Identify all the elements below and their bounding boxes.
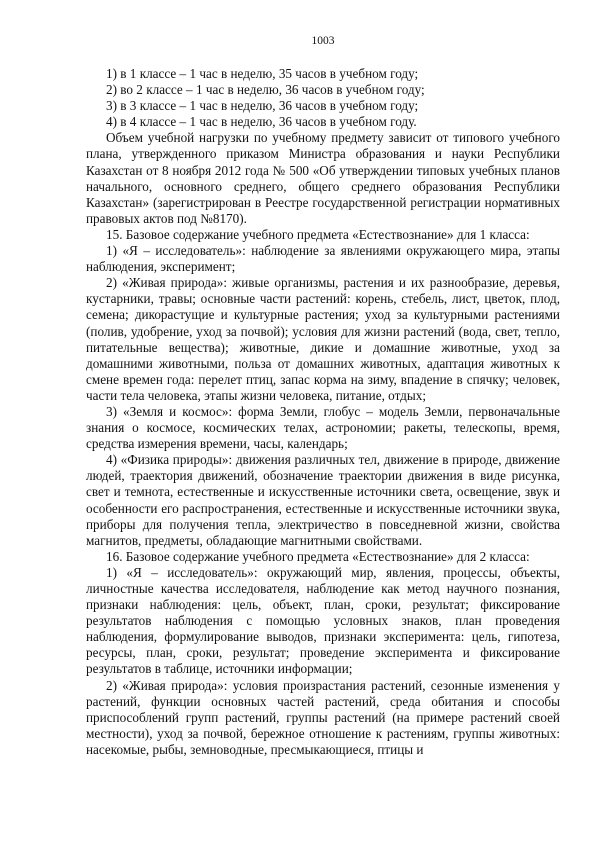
section-16-item-2: 2) «Живая природа»: условия произрастания растений, сезонные изменения у растений, функции основных частей растений, среда обитания и способы приспособлений групп растений, группы растений (на примере растений своей местности), уход за почвой, бережное отношение к растениям, группы животных: насекомые, рыбы, земноводные, пресмыкающиеся, птицы и bbox=[86, 677, 560, 757]
hours-grade-4: 4) в 4 классе – 1 час в неделю, 36 часов в учебном году. bbox=[106, 114, 417, 130]
section-15-item-4: 4) «Физика природы»: движения различных тел, движение в природе, движение людей, траектория движений, обозначение траектории движения в виде рисунка, свет и темнота, естественные и искусственные источники света, освещение, звук и особенности его распространения, естественные и искусственные источники звука, приборы для получения тепла, электричество в повседневной жизни, свойства магнитов, предметы, обладающие магнитными свойствами. bbox=[86, 452, 560, 548]
section-16-item-1: 1) «Я – исследователь»: окружающий мир, явления, процессы, объекты, личностные качества исследователя, наблюдение как метод научного познания, признаки наблюдения: цель, объект, план, сроки, результат; фиксирование результатов наблюдения с помощью условных знаков, план проведения наблюдения, формулирование выводов, признаки эксперимента: цель, гипотеза, ресурсы, план, сроки, результат; проведение эксперимента и фиксирование результатов в таблице, источники информации; bbox=[86, 564, 560, 677]
section-15-item-1: 1) «Я – исследователь»: наблюдение за явлениями окружающего мира, этапы наблюдения, эксперимент; bbox=[86, 243, 560, 275]
hours-grade-1: 1) в 1 классе – 1 час в неделю, 35 часов в учебном году; bbox=[106, 66, 419, 81]
workload-paragraph: Объем учебной нагрузки по учебному предмету зависит от типового учебного плана, утвержденного приказом Министра образования и науки Республики Казахстан от 8 ноября 2012 года № 500 «Об утверждении типовых учебных планов начального, основного среднего, общего среднего образования Республики Казахстан» (зарегистрирован в Реестре государственной регистрации нормативных правовых актов под №8170). bbox=[86, 130, 560, 226]
section-15-heading: 15. Базовое содержание учебного предмета «Естествознание» для 1 класса: bbox=[106, 226, 530, 242]
hours-grade-3: 3) в 3 классе – 1 час в неделю, 36 часов в учебном году; bbox=[106, 98, 419, 114]
section-16-heading: 16. Базовое содержание учебного предмета «Естествознание» для 2 класса: bbox=[106, 548, 530, 564]
document-body bbox=[86, 66, 560, 758]
section-15-item-2: 2) «Живая природа»: живые организмы, растения и их разнообразие, деревья, кустарники, травы; основные части растений: корень, стебель, лист, цветок, плод, семена; дикорастущие и культурные растения; уход за культурными растениями (полив, удобрение, уход за почвой); условия для жизни растений (вода, свет, тепло, питательные вещества); животные, дикие и домашние животные, уход за домашними животными, польза от домашних животных, адаптация животных к смене времен года: перелет птиц, запас корма на зиму, впадение в спячку; человек, части тела человека, этапы жизни человека, питание, отдых; bbox=[86, 275, 560, 403]
hours-grade-2: 2) во 2 классе – 1 час в неделю, 36 часов в учебном году; bbox=[106, 82, 425, 98]
page-number: 1003 bbox=[311, 35, 335, 47]
section-15-item-3: 3) «Земля и космос»: форма Земли, глобус – модель Земли, первоначальные знания о космосе, космических телах, астрономии; ракеты, телескопы, время, средства измерения времени, часы, календарь; bbox=[86, 403, 560, 452]
